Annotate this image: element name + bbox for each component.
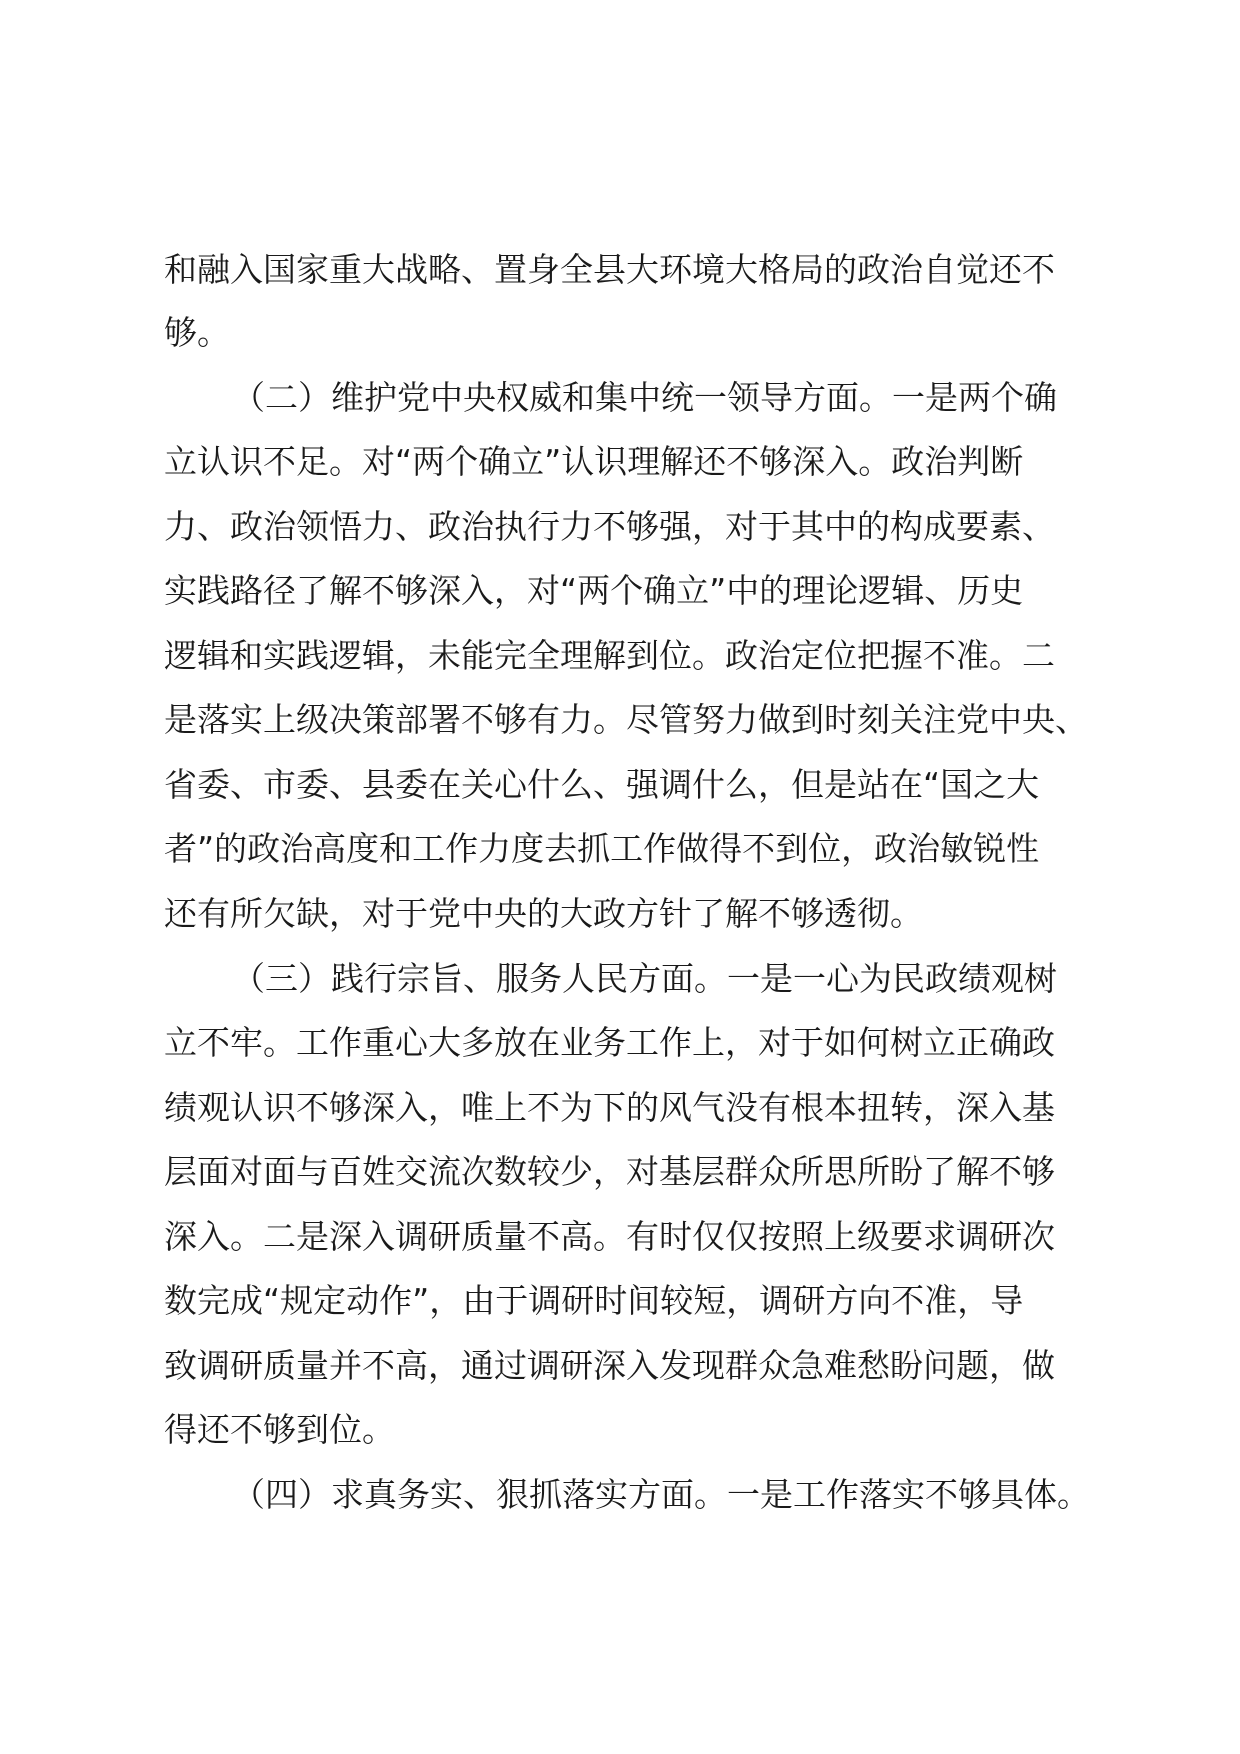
text-line-2: 够。 <box>164 313 230 352</box>
text-line-16: 深入。二是深入调研质量不高。有时仅仅按照上级要求调研次 <box>164 1217 1055 1256</box>
text-line-15: 层面对面与百姓交流次数较少，对基层群众所思所盼了解不够 <box>164 1152 1055 1191</box>
text-line-8: 是落实上级决策部署不够有力。尽管努力做到时刻关注党中央、 <box>164 700 1088 739</box>
text-line-6: 实践路径了解不够深入，对“两个确立”中的理论逻辑、历史 <box>164 571 1024 610</box>
section-heading-4: （四）求真务实、狠抓落实方面。一是工作落实不够具体。 <box>232 1475 1090 1514</box>
text-line-7: 逻辑和实践逻辑，未能完全理解到位。政治定位把握不准。二 <box>164 636 1055 675</box>
text-line-18: 致调研质量并不高，通过调研深入发现群众急难愁盼问题，做 <box>164 1346 1055 1385</box>
text-line-1: 和融入国家重大战略、置身全县大环境大格局的政治自觉还不 <box>164 250 1055 289</box>
text-line-13: 立不牢。工作重心大多放在业务工作上，对于如何树立正确政 <box>164 1023 1055 1062</box>
section-heading-3: （三）践行宗旨、服务人民方面。一是一心为民政绩观树 <box>232 959 1057 998</box>
text-line-4: 立认识不足。对“两个确立”认识理解还不够深入。政治判断 <box>164 442 1024 481</box>
text-line-9: 省委、市委、县委在关心什么、强调什么，但是站在“国之大 <box>164 765 1040 804</box>
text-line-17: 数完成“规定动作”，由于调研时间较短，调研方向不准，导 <box>164 1281 1024 1320</box>
text-line-5: 力、政治领悟力、政治执行力不够强，对于其中的构成要素、 <box>164 507 1055 546</box>
text-line-19: 得还不够到位。 <box>164 1410 395 1449</box>
text-line-14: 绩观认识不够深入，唯上不为下的风气没有根本扭转，深入基 <box>164 1088 1055 1127</box>
section-heading-2: （二）维护党中央权威和集中统一领导方面。一是两个确 <box>232 378 1057 417</box>
text-line-11: 还有所欠缺，对于党中央的大政方针了解不够透彻。 <box>164 894 923 933</box>
text-line-10: 者”的政治高度和工作力度去抓工作做得不到位，政治敏锐性 <box>164 829 1040 868</box>
